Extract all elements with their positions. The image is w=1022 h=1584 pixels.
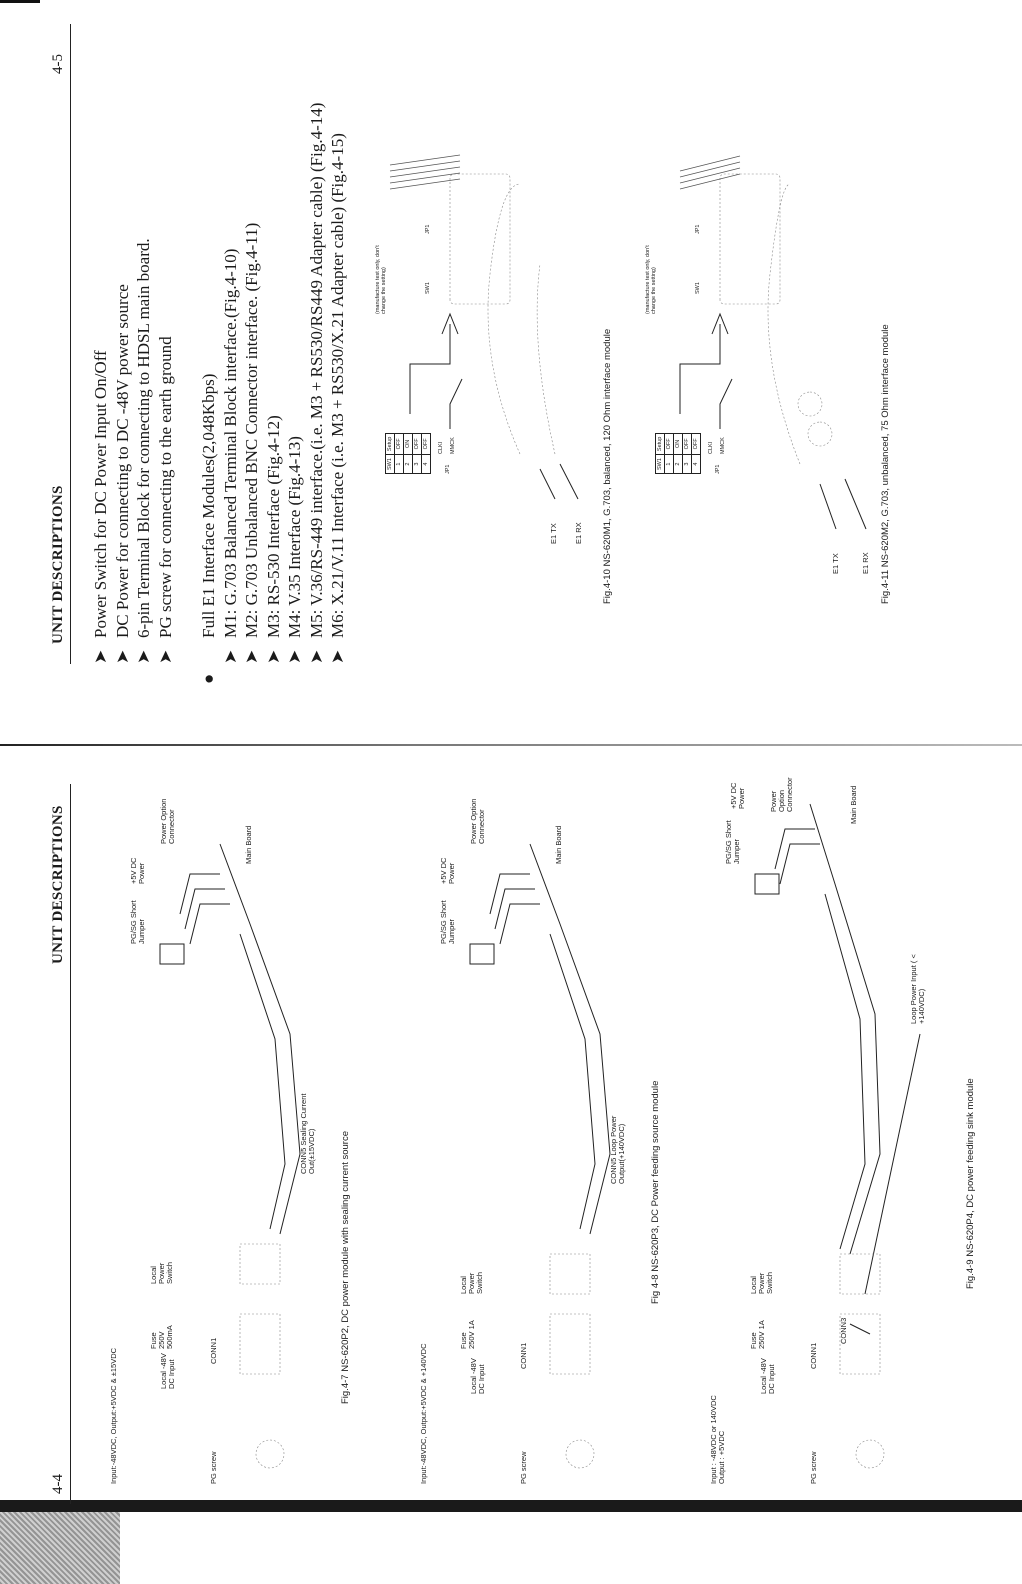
note-label: (manufacture test only, don't change the setting) bbox=[645, 245, 657, 314]
list-item: ➤M4: V.35 Interface (Fig.4-13) bbox=[285, 436, 304, 664]
power-module-drawing bbox=[700, 764, 960, 1484]
main-board-label: Main Board bbox=[849, 785, 858, 824]
conn3-label: CONN3 bbox=[839, 1317, 848, 1344]
right-page bbox=[0, 0, 1022, 744]
figure-4-10 bbox=[370, 124, 620, 604]
list-item: ➤Power Switch for DC Power Input On/Off bbox=[91, 350, 110, 664]
loop-input-label: Loop Power Input ( < +140VDC) bbox=[909, 954, 926, 1024]
figure-caption: Fig.4-9 NS-620P4, DC power feeding sink module bbox=[965, 1078, 976, 1289]
list-item: ➤DC Power for connecting to DC -48V power source bbox=[112, 284, 132, 664]
mnck-label: MMCK bbox=[450, 437, 456, 454]
conn1-label: CONN1 bbox=[809, 1342, 818, 1369]
jumper-label: PG/SG Short Jumper bbox=[724, 820, 741, 864]
main-board-label: Main Board bbox=[244, 825, 253, 864]
pg-screw-label: PG screw bbox=[809, 1451, 818, 1484]
note-label: (manufacture test only, don't change the setting) bbox=[375, 245, 387, 314]
option-label: Power Option Connector bbox=[469, 798, 486, 844]
power-module-drawing bbox=[100, 764, 350, 1484]
sw-label: SW1 bbox=[695, 282, 701, 294]
power-item-list bbox=[90, 238, 176, 664]
spec-label: Input : -48VDC or 140VDC Output : +5VDC bbox=[709, 1395, 726, 1484]
list-item: ➤PG screw for connecting to the earth ground bbox=[155, 336, 175, 664]
sw-label: SW1 bbox=[425, 282, 431, 294]
list-item: ➤M2: G.703 Unbalanced BNC Connector interface. (Fig.4-11) bbox=[242, 222, 261, 664]
spec-label: Input:-48VDC, Output:+5VDC & +140VDC bbox=[419, 1343, 428, 1484]
list-item: ➤M5: V.36/RS-449 interface.(i.e. M3 + RS530/RS449 Adapter cable) (Fig.4-14) bbox=[306, 102, 326, 664]
conn-label: CONN5 Loop Power Output(+140VDC) bbox=[609, 1115, 626, 1184]
figure-caption: Fig.4-10 NS-620M1, G.703, balanced, 120 Ohm interface module bbox=[602, 328, 613, 604]
e1-tx-label: E1 TX bbox=[549, 523, 558, 544]
clk-label: CLKI bbox=[708, 441, 714, 454]
dip-switch-table: SW1 Setup 1 OFF 2 ON 3 OFF 4 OFF bbox=[385, 433, 431, 474]
jp-label: JP1 bbox=[425, 224, 431, 234]
jumper-label: JP1 bbox=[445, 464, 451, 474]
list-item: ➤M1: G.703 Balanced Terminal Block interface.(Fig.4-10) bbox=[220, 248, 240, 664]
left-page bbox=[0, 754, 1022, 1544]
option-label: Power Option Connector bbox=[769, 777, 794, 812]
module-drawing bbox=[370, 124, 600, 604]
power-module-drawing bbox=[410, 764, 660, 1484]
e1-rx-label: E1 RX bbox=[861, 552, 870, 574]
clk-label: CLKI bbox=[438, 441, 444, 454]
module-drawing bbox=[640, 124, 880, 604]
figure-4-9 bbox=[700, 764, 1000, 1484]
conn1-label: CONN1 bbox=[209, 1337, 218, 1364]
switch-label: Local Power Switch bbox=[459, 1271, 484, 1294]
right-header: UNIT DESCRIPTIONS bbox=[50, 485, 66, 644]
list-item: ➤6-pin Terminal Block for connecting to HDSL main board. bbox=[134, 238, 153, 664]
jumper-label: PG/SG Short Jumper bbox=[439, 900, 456, 944]
jumper-label: JP1 bbox=[715, 464, 721, 474]
fuse-label: Fuse 250V 500mA bbox=[149, 1325, 174, 1349]
power-label: +5V DC Power bbox=[729, 782, 746, 809]
option-label: Power Option Connector bbox=[159, 798, 176, 844]
right-header-rule bbox=[70, 24, 71, 664]
left-page-number: 4-4 bbox=[50, 1474, 66, 1494]
list-item: ➤M6: X.21/V.11 Interface (i.e. M3 + RS530/X.21 Adapter cable) (Fig.4-15) bbox=[328, 133, 347, 664]
switch-label: Local Power Switch bbox=[149, 1261, 174, 1284]
fuse-label: Fuse 250V 1A bbox=[749, 1320, 766, 1349]
left-header-rule bbox=[70, 784, 71, 1504]
figure-4-8 bbox=[410, 764, 670, 1484]
power-label: +5V DC Power bbox=[129, 857, 146, 884]
e1-rx-label: E1 RX bbox=[574, 522, 583, 544]
mnck-label: MMCK bbox=[720, 437, 726, 454]
e1-tx-label: E1 TX bbox=[831, 553, 840, 574]
local-input-label: Local -48V DC Input bbox=[159, 1353, 176, 1389]
switch-label: Local Power Switch bbox=[749, 1271, 774, 1294]
module-list bbox=[198, 103, 349, 684]
figure-caption: Fig.4-11 NS-620M2, G.703, unbalanced, 75 Ohm interface module bbox=[880, 324, 891, 604]
jp-label: JP1 bbox=[695, 224, 701, 234]
local-input-label: Local -48V DC Input bbox=[759, 1358, 776, 1394]
local-input-label: Local -48V DC Input bbox=[469, 1358, 486, 1394]
figure-4-11 bbox=[640, 124, 900, 604]
pg-screw-label: PG screw bbox=[209, 1451, 218, 1484]
dip-switch-table: SW1 Setup 1 OFF 2 ON 3 OFF 4 OFF bbox=[655, 433, 701, 474]
figure-4-7 bbox=[100, 764, 370, 1484]
conn1-label: CONN1 bbox=[519, 1342, 528, 1369]
right-page-number: 4-5 bbox=[50, 54, 66, 74]
pg-screw-label: PG screw bbox=[519, 1451, 528, 1484]
figure-caption: Fig 4-8 NS-620P3, DC Power feeding source module bbox=[650, 1080, 661, 1304]
module-heading: ●Full E1 Interface Modules(2,048Kbps) bbox=[199, 373, 218, 684]
figure-caption: Fig.4-7 NS-620P2, DC power module with sealing current source bbox=[340, 1131, 351, 1404]
left-header: UNIT DESCRIPTIONS bbox=[50, 805, 66, 964]
main-board-label: Main Board bbox=[554, 825, 563, 864]
power-label: +5V DC Power bbox=[439, 857, 456, 884]
jumper-label: PG/SG Short Jumper bbox=[129, 900, 146, 944]
conn-label: CONN5 Sealing Current Out(±15VDC) bbox=[299, 1093, 316, 1174]
fuse-label: Fuse 250V 1A bbox=[459, 1320, 476, 1349]
spec-label: Input:-48VDC, Output:+5VDC & ±15VDC bbox=[109, 1347, 118, 1484]
list-item: ➤M3: RS-530 Interface (Fig.4-12) bbox=[263, 415, 283, 664]
